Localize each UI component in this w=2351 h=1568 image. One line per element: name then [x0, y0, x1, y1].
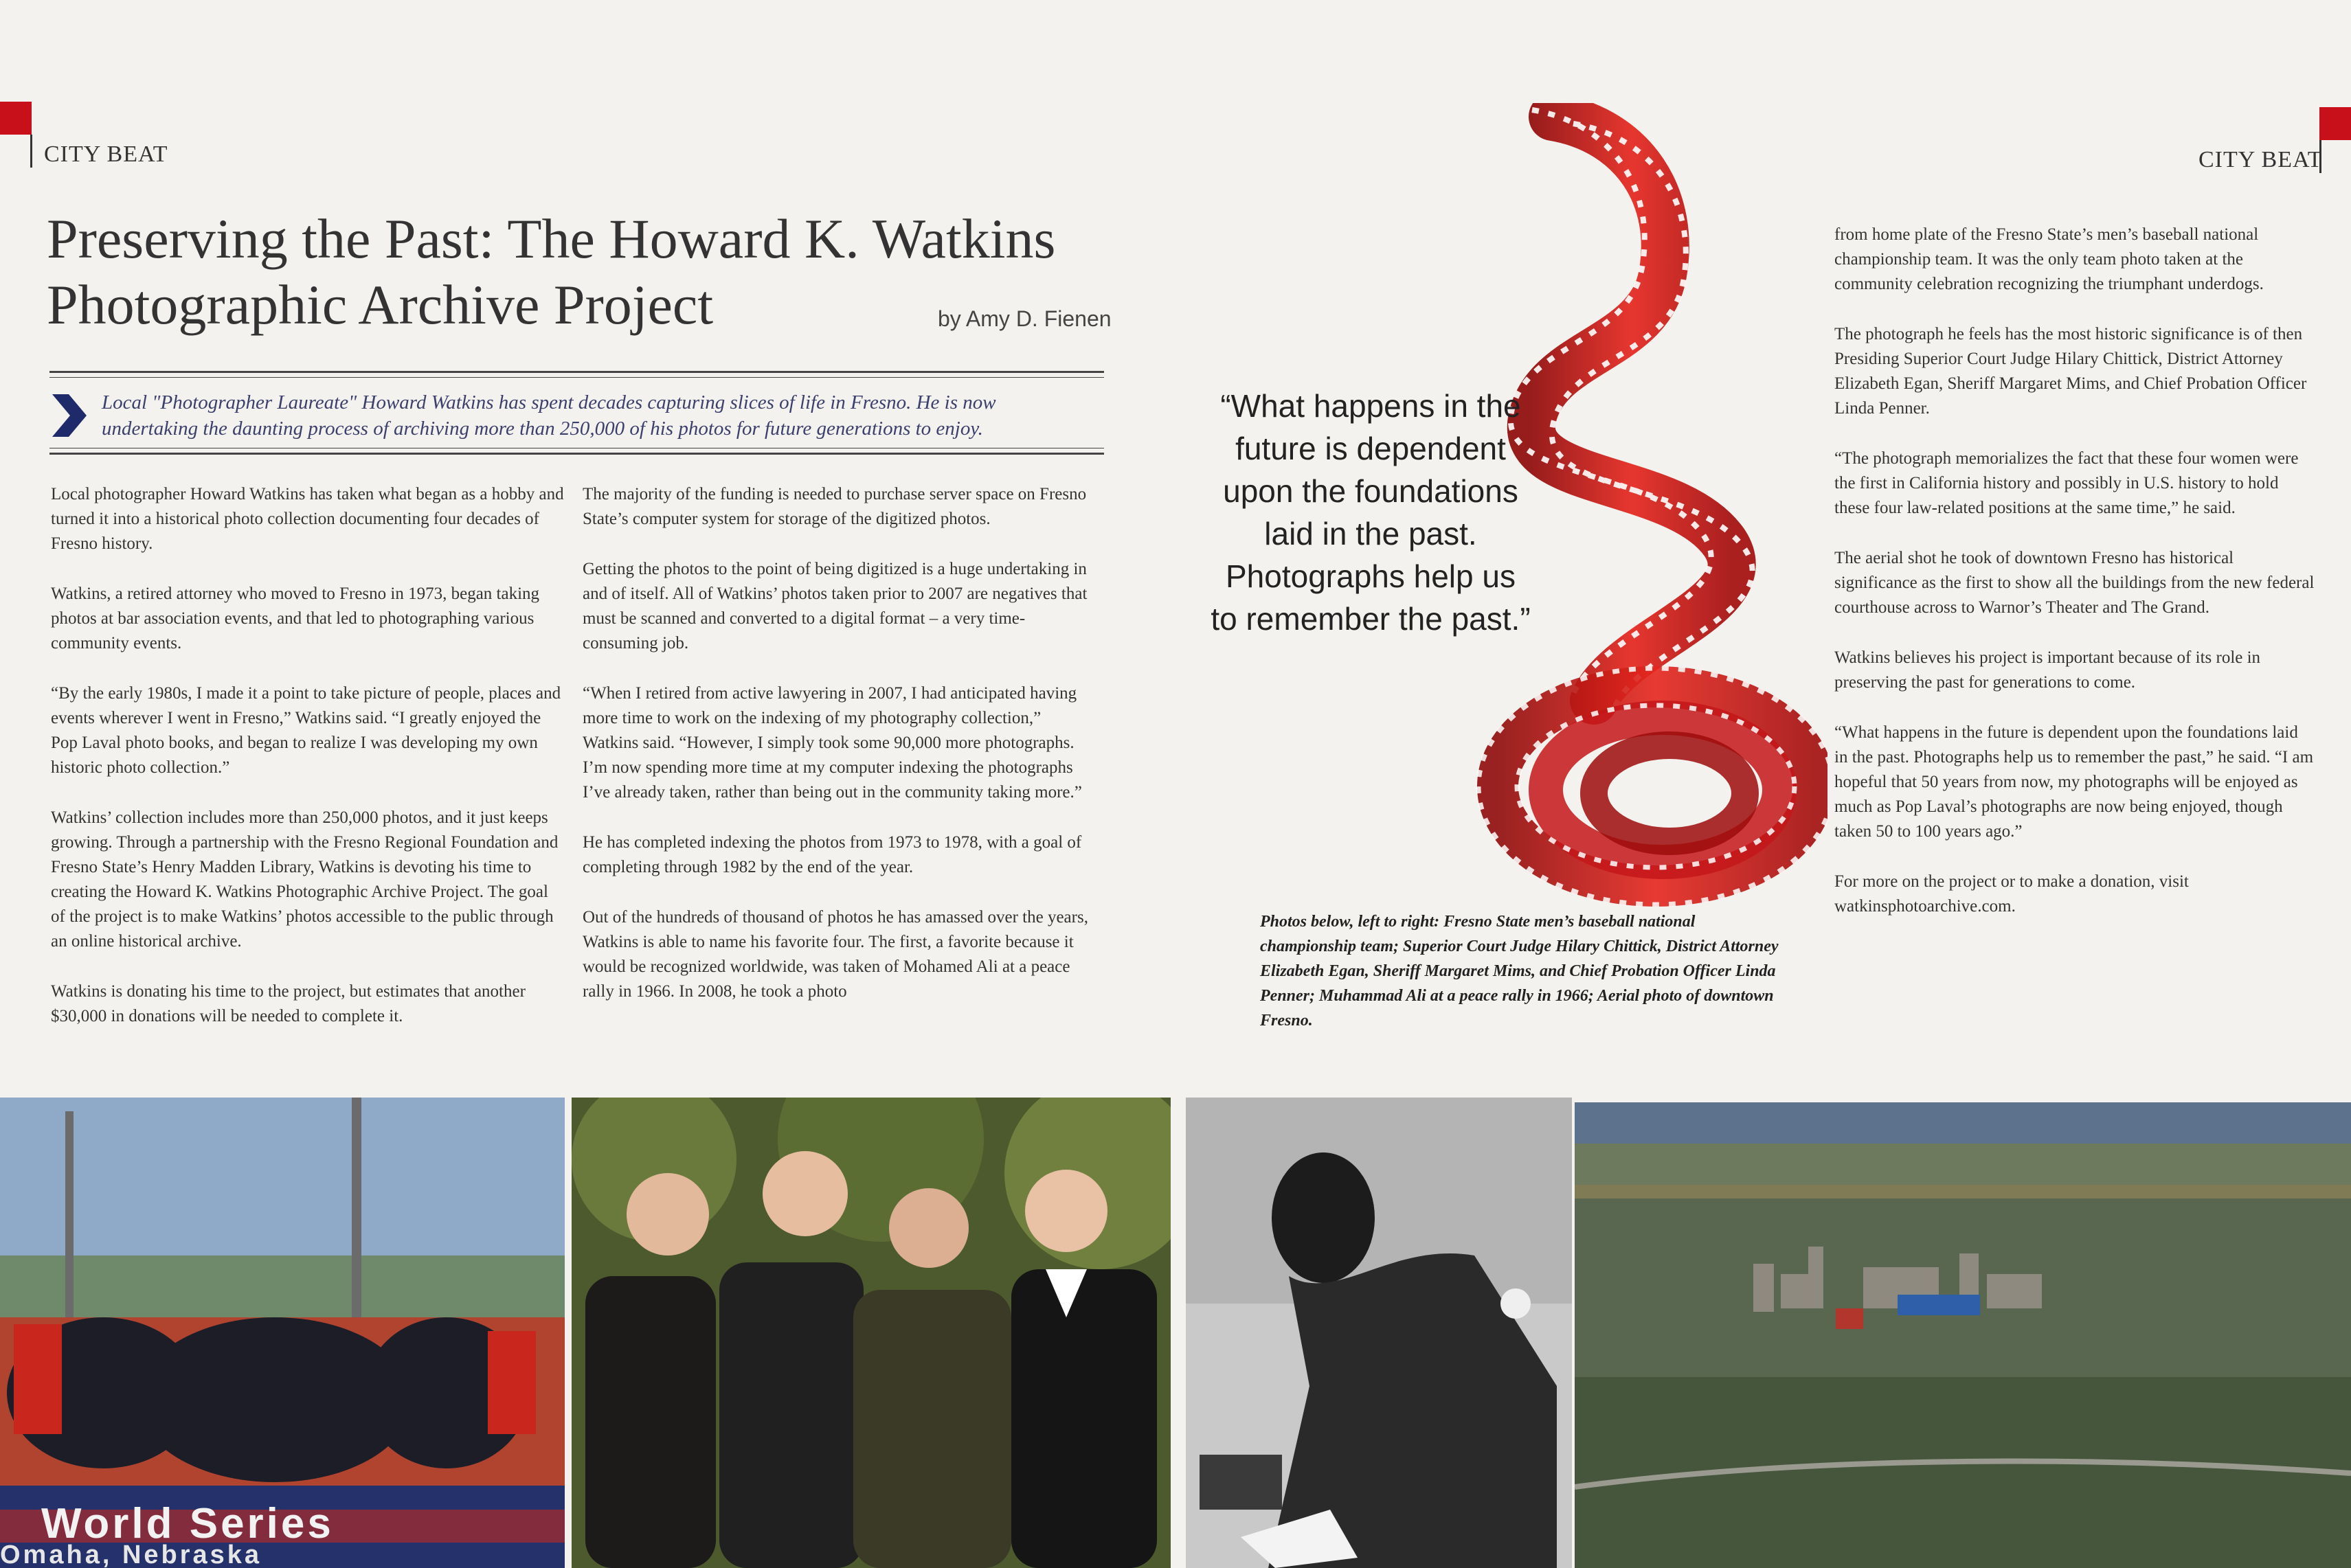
- banner-text-location: Omaha, Nebraska: [0, 1541, 262, 1568]
- banner-text-world-series: World Series: [41, 1500, 334, 1547]
- body-column-2: [583, 482, 1091, 1030]
- paragraph: He has completed indexing the photos from 1973 to 1978, with a goal of completing through 1982 by the end of the year.: [583, 833, 1082, 876]
- paragraph: Watkins, a retired attorney who moved to Fresno in 1973, began taking photos at bar association events, and that led to photographing various community events.: [51, 584, 540, 652]
- paragraph: “The photograph memorializes the fact that these four women were the first in California history and possibly in U.S. history to hold these four law-related positions at the same time,” he said.: [1834, 449, 2299, 517]
- body-column-3: [1834, 223, 2315, 944]
- paragraph: The majority of the funding is needed to purchase server space on Fresno State’s computer system for storage of the digitized photos.: [583, 485, 1087, 528]
- paragraph: Watkins believes his project is important because of its role in preserving the past for generations to come.: [1834, 648, 2261, 692]
- photo-aerial-fresno: [1575, 1102, 2351, 1568]
- paragraph: Local photographer Howard Watkins has taken what began as a hobby and turned it into a historical photo collection documenting four decades of Fresno history.: [51, 485, 564, 553]
- chevron-right-icon: [52, 394, 87, 437]
- paragraph: “By the early 1980s, I made it a point to take picture of people, places and events wherever I went in Fresno,” Watkins said. “I greatly enjoyed the Pop Laval photo books, and began to realize I was developing my own historic photo collection.”: [51, 684, 561, 777]
- photo-baseball-team: [0, 1098, 565, 1568]
- paragraph: “When I retired from active lawyering in 2007, I had anticipated having more time to work on the indexing of my photography collection,” Watkins said. “However, I simply took some 90,000 more photographs. I’m now spending more time at my computer indexing the photographs I’ve already taken, rather than being out in the community taking more.”: [583, 684, 1082, 802]
- paragraph: Out of the hundreds of thousand of photos he has amassed over the years, Watkins is able to name his favorite four. The first, a favorite because it would be recognized worldwide, was taken of Mohamed Ali at a peace rally in 1966. In 2008, he took a photo: [583, 908, 1088, 1001]
- title-line-1: Preserving the Past: The Howard K. Watkins: [47, 207, 1056, 270]
- paragraph: Getting the photos to the point of being digitized is a huge undertaking in and of itself. All of Watkins’ photos taken prior to 2007 are negatives that must be scanned and converted to a digital format – a very time-consuming job.: [583, 560, 1088, 652]
- corner-rule-left: [30, 135, 32, 168]
- paragraph: The aerial shot he took of downtown Fresno has historical significance as the first to show all the buildings from the new federal courthouse across to Warnor’s Theater and The Grand.: [1834, 549, 2315, 617]
- paragraph: The photograph he feels has the most historic significance is of then Presiding Superior Court Judge Hilary Chittick, District Attorney Elizabeth Egan, Sheriff Margaret Mims, and Chief Probation Officer Linda Penner.: [1834, 325, 2307, 418]
- paragraph: Watkins is donating his time to the project, but estimates that another $30,000 in donations will be needed to complete it.: [51, 982, 526, 1025]
- deck-rule-top-thin: [49, 377, 1104, 378]
- photo-muhammad-ali: [1186, 1098, 1572, 1568]
- paragraph: Watkins’ collection includes more than 250,000 photos, and it just keeps growing. Through a partnership with the Fresno Regional Foundation and Fresno State’s Henry Madden Library, Watkins is devoting his time to creating the Howard K. Watkins Photographic Archive Project. The goal of the project is to make Watkins’ photos accessible to the public through an online historical archive.: [51, 808, 559, 951]
- photo-four-officials: [572, 1098, 1171, 1568]
- paragraph: For more on the project or to make a donation, visit watkinsphotoarchive.com.: [1834, 872, 2189, 916]
- title-line-2: Photographic Archive Project: [47, 273, 714, 336]
- deck-line-2: undertaking the daunting process of archiving more than 250,000 of his photos for future generations to enjoy.: [102, 418, 983, 440]
- section-tag-right: CITY BEAT: [2198, 147, 2323, 172]
- pull-quote: “What happens in the future is dependent upon the foundations laid in the past. Photographs help us to remember the past.”: [1211, 388, 1531, 637]
- deck-line-1: Local "Photographer Laureate" Howard Watkins has spent decades capturing slices of life in Fresno. He is now: [102, 391, 996, 413]
- paragraph: from home plate of the Fresno State’s men’s baseball national championship team. It was the only team photo taken at the community celebration recognizing the triumphant underdogs.: [1834, 225, 2264, 293]
- deck-rule-top: [49, 371, 1104, 373]
- deck: [102, 389, 1112, 442]
- body-column-1: [51, 482, 566, 1054]
- paragraph: “What happens in the future is dependent upon the foundations laid in the past. Photographs help us to remember the past,” he said. “I am hopeful that 50 years from now, my photographs will be enjoyed as much as Pop Laval’s photographs are now being enjoyed, though taken 50 to 100 years ago.”: [1834, 723, 2314, 841]
- section-tag-left: CITY BEAT: [44, 141, 168, 167]
- corner-mark-left: [0, 102, 32, 135]
- photo-caption: Photos below, left to right: Fresno State men’s baseball national championship team; Superior Court Judge Hilary Chittick, District Attorney Elizabeth Egan, Sheriff Margaret Mims, and Chief Probation Officer Linda Penner; Muhammad Ali at a peace rally in 1966; Aerial photo of downtown Fresno.: [1260, 913, 1779, 1030]
- byline: by Amy D. Fienen: [938, 306, 1112, 331]
- deck-rule-bottom: [49, 453, 1104, 455]
- corner-mark-right: [2319, 107, 2351, 140]
